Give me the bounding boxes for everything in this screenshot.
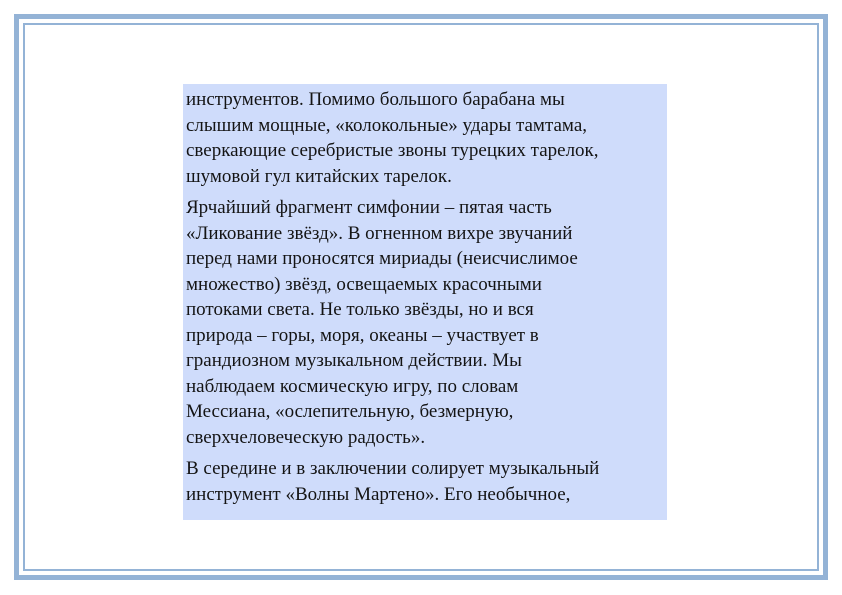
text-block: [183, 84, 667, 520]
text-line: потоками света. Не только звёзды, но и вся: [186, 299, 534, 320]
text-line: сверхчеловеческую радость».: [186, 426, 426, 448]
text-line: природа – горы, моря, океаны – участвует в: [186, 324, 539, 346]
text-line: множество) звёзд, освещаемых красочными: [186, 273, 542, 295]
text-line: «Ликование звёзд». В огненном вихре звучаний: [186, 222, 573, 244]
paragraph-1: [186, 87, 663, 189]
text-line: перед нами проносятся мириады (неисчислимое: [186, 248, 578, 269]
paragraph-3: [186, 456, 663, 507]
text-line: грандиозном музыкальном действии. Мы: [186, 350, 522, 371]
text-line: наблюдаем космическую игру, по словам: [186, 375, 519, 397]
text-line: В середине и в заключении солирует музыкальный: [186, 458, 600, 479]
text-line: шумовой гул китайских тарелок.: [186, 165, 452, 187]
text-line: слышим мощные, «колокольные» удары тамтама,: [186, 114, 588, 136]
text-line: инструмент «Волны Мартено». Его необычное,: [186, 483, 571, 505]
text-line: сверкающие серебристые звоны турецких тарелок,: [186, 140, 599, 161]
text-line: инструментов. Помимо большого барабана мы: [186, 89, 565, 110]
text-line: Ярчайший фрагмент симфонии – пятая часть: [186, 197, 552, 218]
text-line: Мессиана, «ослепительную, безмерную,: [186, 401, 514, 422]
paragraph-2: [186, 195, 663, 450]
